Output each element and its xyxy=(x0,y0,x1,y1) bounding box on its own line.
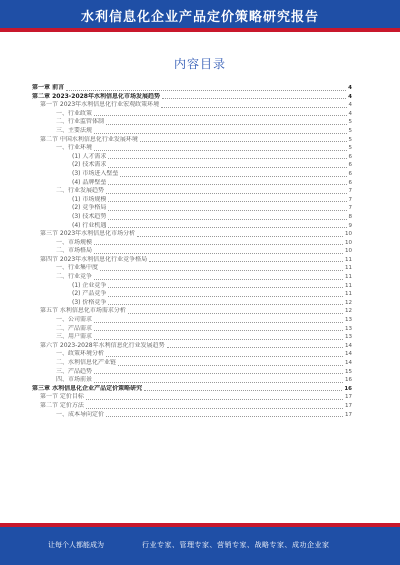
toc-entry-label: 一、公司需求 xyxy=(56,316,93,324)
toc-leader-dots xyxy=(86,398,343,400)
toc-entry-page: 5 xyxy=(348,119,352,126)
toc-entry[interactable] xyxy=(32,213,352,222)
toc-entry[interactable] xyxy=(32,342,352,351)
toc-entry-label: 四、市场前景 xyxy=(56,376,93,384)
toc-entry-label: 一、行业环境 xyxy=(56,144,93,152)
toc-entry-label: 二、产品需求 xyxy=(56,324,93,332)
toc-entry[interactable] xyxy=(32,368,352,377)
toc-entry-page: 13 xyxy=(345,317,352,324)
toc-leader-dots xyxy=(106,355,343,357)
toc-entry[interactable] xyxy=(32,170,352,179)
toc-entry-page: 7 xyxy=(348,196,352,203)
toc-entry-label: 第二节 定价方法 xyxy=(40,401,84,409)
toc-entry[interactable] xyxy=(32,402,352,411)
toc-entry[interactable] xyxy=(32,376,352,385)
toc-leader-dots xyxy=(120,175,346,177)
toc-entry-page: 14 xyxy=(345,342,352,349)
toc-leader-dots xyxy=(162,97,346,99)
toc-leader-dots xyxy=(94,132,346,134)
toc-entry-page: 12 xyxy=(345,299,352,306)
toc-leader-dots xyxy=(106,192,346,194)
toc-entry-page: 13 xyxy=(345,325,352,332)
toc-entry[interactable] xyxy=(32,93,352,102)
toc-entry-label: 第三章 水利信息化企业产品定价策略研究 xyxy=(32,384,143,392)
report-footer xyxy=(0,523,400,565)
footer-slogan-left: 让每个人都能成为 xyxy=(48,541,104,549)
toc-leader-dots xyxy=(108,157,346,159)
toc-entry-page: 14 xyxy=(345,351,352,358)
toc-entry-label: 二、行业监管体制 xyxy=(56,118,105,126)
toc-entry-label: 一、行业集中度 xyxy=(56,264,99,272)
toc-entry-page: 5 xyxy=(348,136,352,143)
toc-entry-label: 三、产品趋势 xyxy=(56,367,93,375)
toc-entry[interactable] xyxy=(32,299,352,308)
toc-entry-page: 11 xyxy=(345,282,352,289)
toc-entry-page: 16 xyxy=(345,377,352,384)
toc-entry[interactable] xyxy=(32,222,352,231)
toc-entry-label: (1) 市场规模 xyxy=(72,195,107,203)
toc-entry-page: 11 xyxy=(345,256,352,263)
toc-entry-page: 4 xyxy=(348,110,352,117)
toc-leader-dots xyxy=(108,166,346,168)
toc-entry[interactable] xyxy=(32,264,352,273)
toc-entry-page: 11 xyxy=(345,265,352,272)
toc-entry-label: (3) 技术趋势 xyxy=(72,212,107,220)
toc-entry[interactable] xyxy=(32,273,352,282)
toc-entry-label: 三、用户需求 xyxy=(56,333,93,341)
toc-entry-page: 14 xyxy=(345,360,352,366)
toc-leader-dots xyxy=(94,381,343,383)
footer-slogan-right: 行业专家、管理专家、营销专家、战略专家、成功企业家 xyxy=(142,541,330,549)
toc-entry-label: 第二章 2023-2028年水利信息化市场发展趋势 xyxy=(32,92,160,100)
toc-entry[interactable] xyxy=(32,282,352,291)
toc-entry-label: 三、主要法规 xyxy=(56,126,93,134)
toc-entry[interactable] xyxy=(32,204,352,213)
toc-entry-label: (1) 企业竞争 xyxy=(72,281,107,289)
toc-entry-page: 11 xyxy=(345,274,352,281)
toc-leader-dots xyxy=(94,372,343,374)
toc-leader-dots xyxy=(161,106,346,108)
toc-leader-dots xyxy=(106,123,346,125)
toc-entry-page: 15 xyxy=(345,368,352,375)
report-header xyxy=(0,0,400,32)
toc-leader-dots xyxy=(94,321,343,323)
toc-leader-dots xyxy=(108,183,346,185)
toc-entry[interactable] xyxy=(32,153,352,162)
toc-entry-page: 13 xyxy=(345,334,352,341)
toc-entry-label: 第一章 前言 xyxy=(32,84,65,91)
toc-leader-dots xyxy=(108,200,346,202)
header-accent-stripe xyxy=(0,28,400,32)
toc-leader-dots xyxy=(108,303,343,305)
toc-entry-page: 17 xyxy=(345,411,352,418)
toc-entry-page: 6 xyxy=(348,170,352,177)
toc-entry-page: 10 xyxy=(345,231,352,238)
toc-entry-page: 4 xyxy=(348,85,352,91)
toc-entry-label: (1) 人才需求 xyxy=(72,152,107,160)
toc-entry-label: (2) 产品竞争 xyxy=(72,290,107,298)
toc-entry[interactable] xyxy=(32,256,352,265)
toc-entry-label: 第三节 2023年水利信息化市场分析 xyxy=(40,230,136,238)
toc-entry-label: (2) 技术需求 xyxy=(72,161,107,169)
footer-accent-stripe xyxy=(0,523,400,527)
toc-entry-label: 二、市场格局 xyxy=(56,247,93,255)
toc-entry-page: 10 xyxy=(345,239,352,246)
toc-leader-dots xyxy=(94,338,343,340)
toc-entry-label: (3) 市场进入壁垒 xyxy=(72,169,119,177)
toc-entry-label: (3) 价格竞争 xyxy=(72,298,107,306)
toc-entry[interactable] xyxy=(32,179,352,188)
toc-entry-page: 10 xyxy=(345,248,352,255)
toc-entry-page: 7 xyxy=(348,205,352,212)
toc-entry-label: 第五节 水利信息化市场需求分析 xyxy=(40,307,126,315)
toc-entry-page: 8 xyxy=(348,213,352,220)
toc-entry-label: 一、行业政策 xyxy=(56,109,93,117)
toc-entry-label: (4) 行业机遇 xyxy=(72,221,107,229)
toc-entry[interactable] xyxy=(32,359,352,368)
toc-leader-dots xyxy=(108,218,346,220)
toc-entry[interactable] xyxy=(32,316,352,325)
toc-entry-label: 二、行业发展趋势 xyxy=(56,187,105,195)
toc-leader-dots xyxy=(108,209,346,211)
toc-leader-dots xyxy=(86,407,343,409)
toc-entry[interactable] xyxy=(32,325,352,334)
toc-leader-dots xyxy=(137,235,343,237)
toc-entry-page: 6 xyxy=(348,153,352,160)
toc-entry-label: 二、行业竞争 xyxy=(56,273,93,281)
toc-entry-label: 第一节 2023年水利信息化行业宏观政策环境 xyxy=(40,101,160,109)
toc-leader-dots xyxy=(128,312,343,314)
toc-leader-dots xyxy=(167,346,343,348)
toc-entry-label: 一、政策环境分析 xyxy=(56,350,105,358)
toc-entry[interactable] xyxy=(32,110,352,119)
toc-entry-label: 第一节 定价目标 xyxy=(40,393,84,401)
toc-entry-label: (2) 竞争格局 xyxy=(72,204,107,212)
toc-leader-dots xyxy=(108,286,343,288)
toc-entry[interactable] xyxy=(32,161,352,170)
toc-leader-dots xyxy=(108,226,346,228)
toc-entry[interactable] xyxy=(32,187,352,196)
toc-entry[interactable] xyxy=(32,393,352,402)
toc-entry[interactable] xyxy=(32,101,352,110)
toc-entry-label: 第二节 中国水利信息化行业发展环境 xyxy=(40,135,138,143)
toc-leader-dots xyxy=(94,114,346,116)
toc-leader-dots xyxy=(144,389,342,391)
toc-leader-dots xyxy=(108,295,343,297)
toc-entry-label: 第四节 2023年水利信息化行业竞争格局 xyxy=(40,255,148,263)
toc-entry-page: 17 xyxy=(345,394,352,401)
toc-entry[interactable] xyxy=(32,307,352,316)
toc-entry-page: 5 xyxy=(348,127,352,134)
toc-entry-page: 4 xyxy=(348,93,352,100)
toc-entry[interactable] xyxy=(32,385,352,394)
toc-leader-dots xyxy=(94,278,343,280)
toc-entry[interactable] xyxy=(32,84,352,93)
toc-entry-label: 二、水利信息化产业链 xyxy=(56,359,117,366)
toc-leader-dots xyxy=(106,415,343,417)
toc-entry[interactable] xyxy=(32,118,352,127)
toc-entry[interactable] xyxy=(32,127,352,136)
toc-leader-dots xyxy=(94,243,343,245)
toc-heading: 内容目录 xyxy=(173,57,226,71)
toc-entry[interactable] xyxy=(32,136,352,145)
toc-entry-page: 17 xyxy=(345,402,352,409)
toc-entry[interactable] xyxy=(32,247,352,256)
table-of-contents xyxy=(32,84,352,509)
toc-leader-dots xyxy=(118,364,343,366)
toc-entry-page: 4 xyxy=(348,102,352,109)
toc-entry-label: 第六节 2023-2028年水利信息化行业发展趋势 xyxy=(40,341,165,349)
toc-entry[interactable] xyxy=(32,333,352,342)
toc-entry[interactable] xyxy=(32,411,352,420)
toc-leader-dots xyxy=(66,89,346,91)
toc-entry-page: 16 xyxy=(344,385,352,392)
toc-entry-page: 9 xyxy=(348,222,352,229)
toc-entry-page: 5 xyxy=(348,145,352,152)
toc-entry-page: 6 xyxy=(348,162,352,169)
toc-entry-page: 11 xyxy=(345,291,352,298)
toc-entry[interactable] xyxy=(32,290,352,299)
toc-entry-page: 7 xyxy=(348,188,352,195)
toc-leader-dots xyxy=(94,149,346,151)
toc-entry-label: (4) 品牌壁垒 xyxy=(72,178,107,186)
toc-leader-dots xyxy=(94,252,343,254)
toc-entry-label: 一、市场规模 xyxy=(56,238,93,246)
toc-leader-dots xyxy=(94,329,343,331)
toc-leader-dots xyxy=(140,140,347,142)
toc-entry[interactable] xyxy=(32,144,352,153)
toc-entry-page: 6 xyxy=(348,179,352,186)
toc-entry[interactable] xyxy=(32,230,352,239)
toc-leader-dots xyxy=(100,269,343,271)
toc-entry[interactable] xyxy=(32,239,352,248)
toc-leader-dots xyxy=(149,260,343,262)
toc-entry[interactable] xyxy=(32,350,352,359)
toc-entry-label: 一、成本导向定价 xyxy=(56,410,105,418)
toc-entry-page: 12 xyxy=(345,308,352,315)
toc-entry[interactable] xyxy=(32,196,352,205)
report-title: 水利信息化企业产品定价策略研究报告 xyxy=(80,10,319,25)
